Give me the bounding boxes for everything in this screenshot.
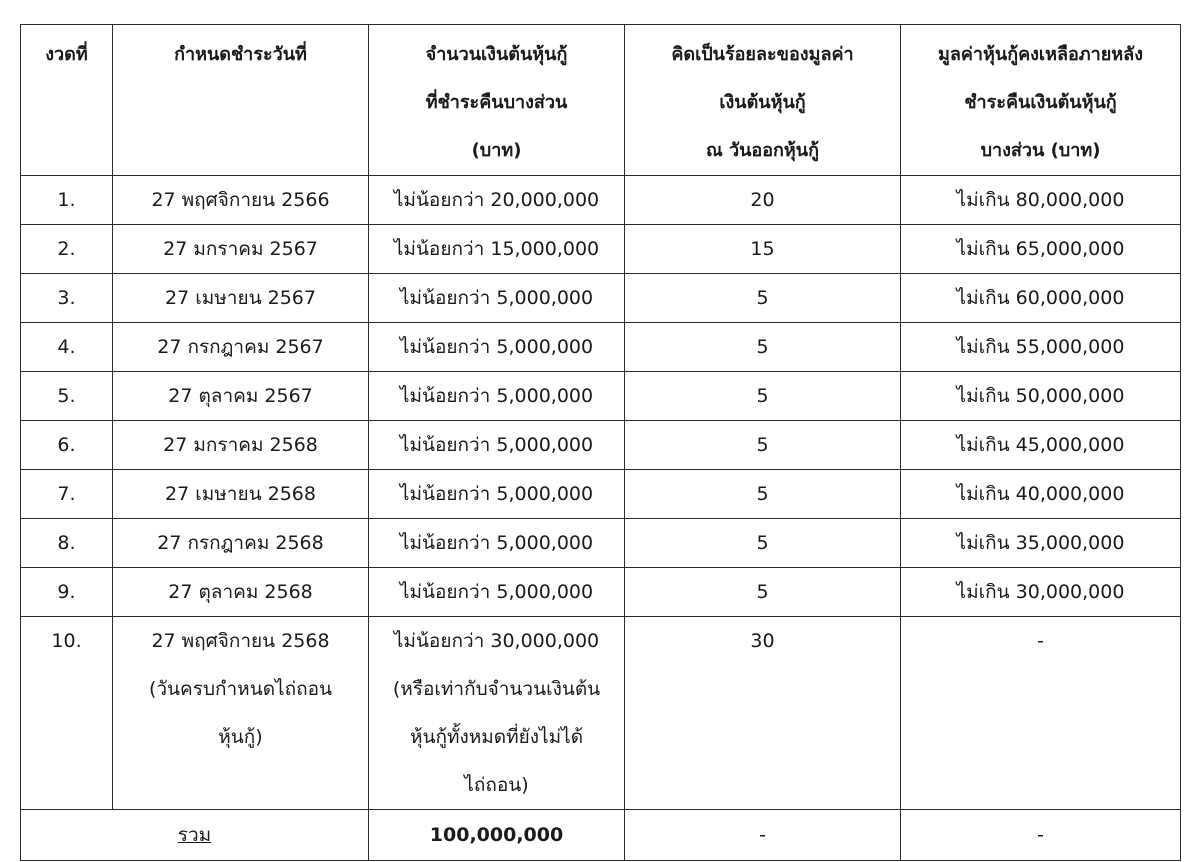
cell-amount: ไม่น้อยกว่า 5,000,000 [369,323,625,372]
cell-percent: 20 [625,176,901,225]
header-remaining [901,25,1181,176]
cell-due-date-line3: หุ้นกู้) [218,726,263,748]
header-percent [625,25,901,176]
header-remaining-line3: บางส่วน (บาท) [980,140,1101,161]
cell-due-date-line2: (วันครบกำหนดไถ่ถอน [148,678,333,700]
header-installment [21,25,113,176]
repayment-schedule-table [20,24,1181,861]
cell-installment: 1. [21,176,113,225]
cell-due-date: 27 ตุลาคม 2568 [113,568,369,617]
header-percent-line3: ณ วันออกหุ้นกู้ [706,140,819,161]
cell-installment: 6. [21,421,113,470]
cell-due-date: 27 พฤศจิกายน 2566 [113,176,369,225]
cell-total-remaining: - [901,810,1181,861]
cell-installment: 7. [21,470,113,519]
header-percent-line2: เงินต้นหุ้นกู้ [719,92,806,113]
cell-percent: 5 [625,372,901,421]
cell-installment: 3. [21,274,113,323]
table-row [21,568,1181,617]
header-amount-line2: ที่ชำระคืนบางส่วน [425,92,568,113]
cell-percent: 5 [625,323,901,372]
cell-remaining: ไม่เกิน 50,000,000 [901,372,1181,421]
table-header [21,25,1181,176]
cell-remaining: - [901,617,1181,810]
header-percent-line1: คิดเป็นร้อยละของมูลค่า [671,44,854,65]
cell-remaining: ไม่เกิน 45,000,000 [901,421,1181,470]
cell-total-amount: 100,000,000 [369,810,625,861]
table-row [21,519,1181,568]
cell-amount: ไม่น้อยกว่า 5,000,000 [369,274,625,323]
cell-remaining: ไม่เกิน 40,000,000 [901,470,1181,519]
cell-amount: ไม่น้อยกว่า 5,000,000 [369,470,625,519]
cell-installment: 9. [21,568,113,617]
table-row-final-installment [21,617,1181,810]
cell-due-date: 27 เมษายน 2567 [113,274,369,323]
table-body [21,176,1181,617]
cell-percent: 15 [625,225,901,274]
cell-remaining: ไม่เกิน 60,000,000 [901,274,1181,323]
cell-percent: 5 [625,274,901,323]
cell-percent: 5 [625,568,901,617]
cell-installment: 8. [21,519,113,568]
table-row [21,176,1181,225]
header-amount-line1: จำนวนเงินต้นหุ้นกู้ [425,44,568,65]
header-due-date-label: กำหนดชำระวันที่ [174,44,307,65]
cell-installment: 4. [21,323,113,372]
cell-remaining: ไม่เกิน 80,000,000 [901,176,1181,225]
header-amount-line3: (บาท) [471,140,522,161]
table-row [21,421,1181,470]
cell-amount: ไม่น้อยกว่า 5,000,000 [369,519,625,568]
cell-total-label [21,810,369,861]
cell-amount: ไม่น้อยกว่า 20,000,000 [369,176,625,225]
header-installment-label: งวดที่ [45,44,88,65]
table-row [21,372,1181,421]
cell-amount-line4: ไถ่ถอน) [464,774,529,796]
cell-installment: 2. [21,225,113,274]
cell-amount-line2: (หรือเท่ากับจำนวนเงินต้น [392,678,601,700]
cell-installment: 5. [21,372,113,421]
total-label: รวม [177,824,212,846]
cell-percent: 30 [625,617,901,810]
table-body-final [21,617,1181,861]
cell-amount [369,617,625,810]
cell-total-percent: - [625,810,901,861]
cell-remaining: ไม่เกิน 65,000,000 [901,225,1181,274]
table-row [21,225,1181,274]
cell-amount: ไม่น้อยกว่า 5,000,000 [369,568,625,617]
cell-installment: 10. [21,617,113,810]
cell-due-date: 27 ตุลาคม 2567 [113,372,369,421]
cell-amount-line1: ไม่น้อยกว่า 30,000,000 [393,630,600,652]
cell-due-date-line1: 27 พฤศจิกายน 2568 [151,630,330,652]
header-due-date [113,25,369,176]
table-row [21,470,1181,519]
cell-percent: 5 [625,421,901,470]
cell-due-date: 27 กรกฎาคม 2568 [113,519,369,568]
cell-due-date: 27 มกราคม 2568 [113,421,369,470]
header-amount [369,25,625,176]
cell-amount-line3: หุ้นกู้ทั้งหมดที่ยังไม่ได้ [409,726,584,748]
cell-amount: ไม่น้อยกว่า 5,000,000 [369,421,625,470]
cell-remaining: ไม่เกิน 35,000,000 [901,519,1181,568]
cell-due-date: 27 มกราคม 2567 [113,225,369,274]
cell-due-date: 27 กรกฎาคม 2567 [113,323,369,372]
header-remaining-line2: ชำระคืนเงินต้นหุ้นกู้ [964,92,1117,113]
table-row-total [21,810,1181,861]
cell-remaining: ไม่เกิน 55,000,000 [901,323,1181,372]
cell-remaining: ไม่เกิน 30,000,000 [901,568,1181,617]
cell-percent: 5 [625,519,901,568]
header-remaining-line1: มูลค่าหุ้นกู้คงเหลือภายหลัง [937,44,1143,65]
cell-percent: 5 [625,470,901,519]
table-row [21,274,1181,323]
table-row [21,323,1181,372]
cell-due-date: 27 เมษายน 2568 [113,470,369,519]
cell-amount: ไม่น้อยกว่า 15,000,000 [369,225,625,274]
cell-amount: ไม่น้อยกว่า 5,000,000 [369,372,625,421]
cell-due-date [113,617,369,810]
